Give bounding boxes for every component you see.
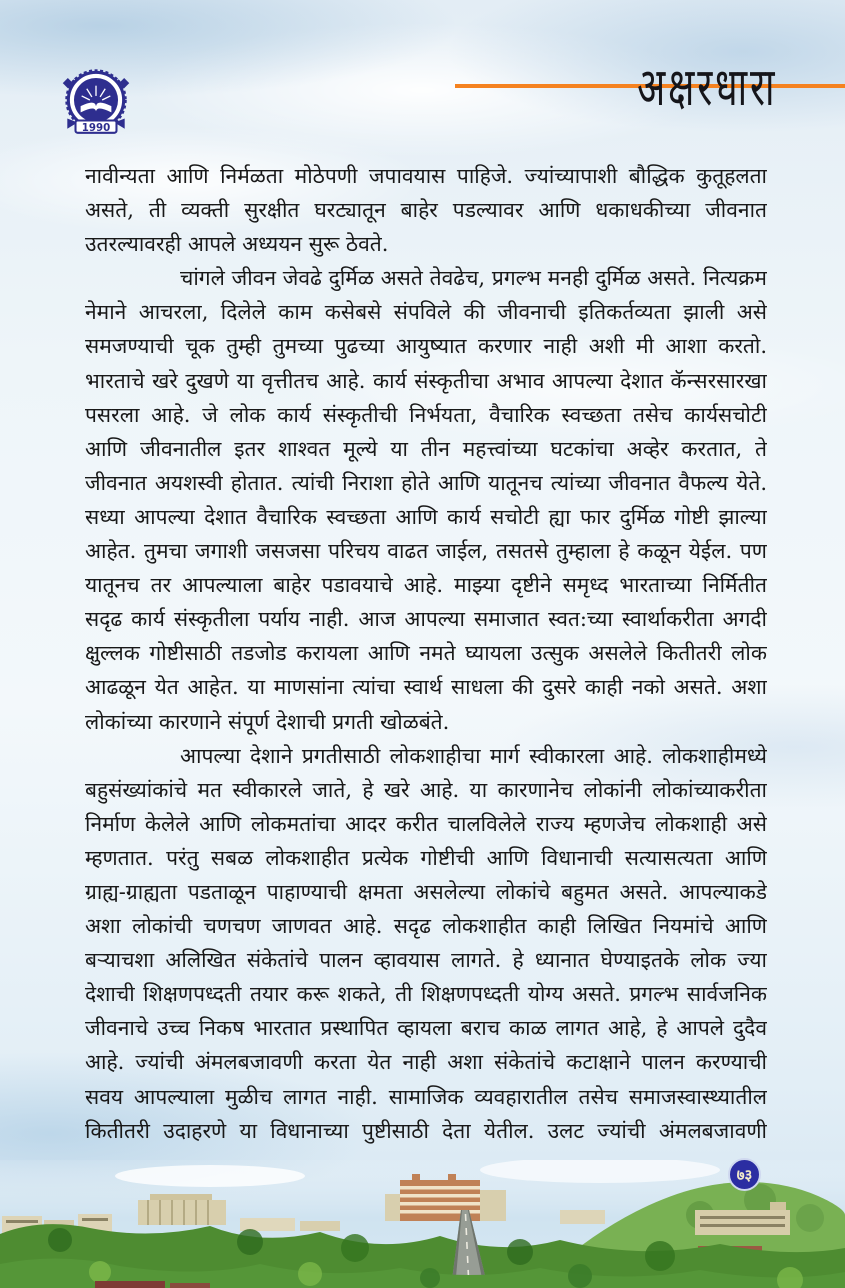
text-line: जीवनाचे उच्च निकष भारतात प्रस्थापित व्हायला बराच काळ लागत आहे, हे आपले दुदैव	[85, 1016, 767, 1041]
text-line: क्षुल्लक गोष्टीसाठी तडजोड करायला आणि नमते घ्यायला उत्सुक असलेले कितीतरी लोक	[85, 641, 767, 666]
campus-photo-illustration	[0, 1160, 845, 1288]
text-line: चांगले जीवन जेवढे दुर्मिळ असते तेवढेच, प्रगल्भ मनही दुर्मिळ असते. नित्यक्रम	[180, 266, 767, 291]
text-line: लोकांच्या कारणाने संपूर्ण देशाची प्रगती खोळबंते.	[85, 709, 450, 734]
text-line: आहेत. तुमचा जगाशी जसजसा परिचय वाढत जाईल, तसतसे तुम्हाला हे कळून येईल. पण	[85, 539, 767, 564]
text-line: नावीन्यता आणि निर्मळता मोठेपणी जपावयास पाहिजे. ज्यांच्यापाशी बौद्धिक कुतूहलता	[85, 164, 767, 188]
logo-year: 1990	[81, 121, 111, 134]
text-line: नेमाने आचरला, दिलेले काम कसेबसे संपविले की जीवनाची इतिकर्तव्यता झाली असे	[85, 300, 767, 325]
text-line: कितीतरी उदाहरणे या विधानाच्या पुष्टीसाठी देता येतील. उलट ज्यांची अंमलबजावणी	[85, 1118, 767, 1143]
text-line: आहे. ज्यांची अंमलबजावणी करता येत नाही अशा संकेतांचे कटाक्षाने पालन करण्याची	[85, 1050, 767, 1075]
text-line: सध्या आपल्या देशात वैचारिक स्वच्छता आणि कार्य सचोटी ह्या फार दुर्मिळ गोष्टी झाल्या	[85, 504, 767, 529]
text-line: आपल्या देशाने प्रगतीसाठी लोकशाहीचा मार्ग स्वीकारला आहे. लोकशाहीमध्ये	[180, 743, 767, 768]
masthead-title: अक्षरधारा	[636, 57, 777, 118]
page-number-badge	[728, 1158, 761, 1191]
text-line: भारताचे खरे दुखणे या वृत्तीतच आहे. कार्य संस्कृतीचा अभाव आपल्या देशात कॅन्सरसारखा	[85, 368, 767, 393]
text-line: सवय आपल्याला मुळीच लागत नाही. सामाजिक व्यवहारातील तसेच समाजस्वास्थ्यातील	[85, 1084, 767, 1109]
text-line: असते, ती व्यक्ती सुरक्षीत घरट्यातून बाहेर पडल्यावर आणि धकाधकीच्या जीवनात	[85, 198, 767, 223]
text-line: जीवनात अयशस्वी होतात. त्यांची निराशा होते आणि यातूनच त्यांच्या जीवनात वैफल्य येते.	[85, 470, 767, 495]
article-body	[85, 160, 767, 1149]
text-line: उतरल्यावरही आपले अध्ययन सुरू ठेवते.	[85, 232, 389, 257]
page-number: ७३	[736, 1165, 753, 1184]
text-line: सदृढ कार्य संस्कृतीला पर्याय नाही. आज आपल्या समाजात स्वत:च्या स्वार्थाकरीता अगदी	[85, 607, 767, 632]
text-line: ग्राह्य-ग्राह्यता पडताळून पाहाण्याची क्षमता असलेल्या लोकांचे बहुमत असते. आपल्याकडे	[85, 879, 767, 904]
text-line: आणि जीवनातील इतर शाश्वत मूल्ये या तीन महत्त्वांच्या घटकांचा अव्हेर करतात, ते	[85, 436, 767, 461]
text-line: आढळून येत आहेत. या माणसांना त्यांचा स्वार्थ साधला की दुसरे काही नको असते. अशा	[85, 675, 767, 700]
text-line: देशाची शिक्षणपध्दती तयार करू शकते, ती शिक्षणपध्दती योग्य असते. प्रगल्भ सार्वजनिक	[85, 982, 767, 1007]
text-line: बहुसंख्यांकांचे मत स्वीकारले जाते, हे खरे आहे. या कारणानेच लोकांनी लोकांच्याकरीता	[85, 777, 767, 802]
text-line: अशा लोकांची चणचण जाणवत आहे. सदृढ लोकशाहीत काही लिखित नियमांचे आणि	[85, 914, 767, 939]
text-line: पसरला आहे. जे लोक कार्य संस्कृतीची निर्भयता, वैचारिक स्वच्छता तसेच कार्यसचोटी	[85, 402, 767, 427]
text-line: म्हणतात. परंतु सबळ लोकशाहीत प्रत्येक गोष्टीची आणि विधानाची सत्यासत्यता आणि	[85, 845, 767, 870]
text-line: निर्माण केलेले आणि लोकमतांचा आदर करीत चालविलेले राज्य म्हणजेच लोकशाही असे	[85, 811, 767, 836]
text-line: यातूनच तर आपल्याला बाहेर पडावयाचे आहे. माझ्या दृष्टीने समृध्द भारताच्या निर्मितीत	[85, 573, 767, 598]
university-emblem-logo	[55, 57, 137, 141]
text-line: बऱ्याचशा अलिखित संकेतांचे पालन व्हावयास लागते. हे ध्यानात घेण्याइतके लोक ज्या	[85, 948, 767, 973]
text-line: समजण्याची चूक तुम्ही तुमच्या पुढच्या आयुष्यात करणार नाही अशी मी आशा करतो.	[85, 334, 767, 359]
